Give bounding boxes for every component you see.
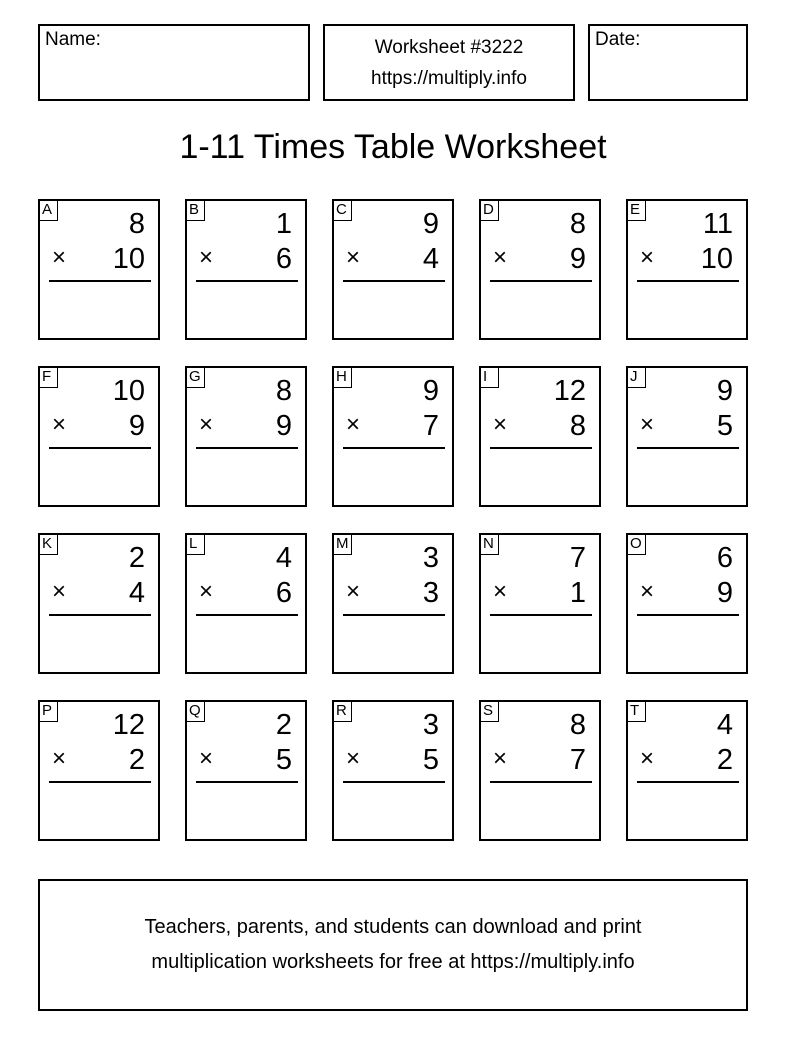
multiplicand: 3 <box>422 709 439 741</box>
multiplicand: 8 <box>128 208 145 240</box>
problem-box[interactable] <box>332 366 454 507</box>
multiply-sign: × <box>493 244 508 271</box>
multiply-sign: × <box>52 411 67 438</box>
problem-label: N <box>479 533 499 555</box>
problem-box[interactable] <box>626 199 748 340</box>
date-field-box[interactable] <box>588 24 748 101</box>
problem-label: K <box>38 533 58 555</box>
multiply-sign: × <box>640 244 655 271</box>
answer-line <box>49 781 151 783</box>
multiply-sign: × <box>493 578 508 605</box>
problem-label: Q <box>185 700 205 722</box>
multiplier: 3 <box>422 577 439 609</box>
problem-label: L <box>185 533 205 555</box>
answer-line <box>196 614 298 616</box>
problem-label: T <box>626 700 646 722</box>
multiplicand: 12 <box>112 709 145 741</box>
problem-label: O <box>626 533 646 555</box>
multiplicand: 8 <box>275 375 292 407</box>
multiplier: 5 <box>716 410 733 442</box>
answer-line <box>343 447 445 449</box>
problem-label: I <box>479 366 499 388</box>
multiplier: 6 <box>275 243 292 275</box>
multiplier: 6 <box>275 577 292 609</box>
multiplier: 4 <box>128 577 145 609</box>
multiplicand: 9 <box>716 375 733 407</box>
multiply-sign: × <box>199 745 214 772</box>
multiply-sign: × <box>640 578 655 605</box>
multiplicand: 9 <box>422 208 439 240</box>
multiply-sign: × <box>640 411 655 438</box>
problem-box[interactable] <box>332 533 454 674</box>
multiplier: 9 <box>569 243 586 275</box>
multiplicand: 2 <box>128 542 145 574</box>
multiply-sign: × <box>199 578 214 605</box>
answer-line <box>196 447 298 449</box>
footer-line-2: multiplication worksheets for free at https://multiply.info <box>151 951 635 973</box>
multiply-sign: × <box>493 745 508 772</box>
answer-line <box>49 614 151 616</box>
answer-line <box>637 280 739 282</box>
problem-box[interactable] <box>626 533 748 674</box>
multiplicand: 2 <box>275 709 292 741</box>
multiply-sign: × <box>52 578 67 605</box>
problem-label: B <box>185 199 205 221</box>
answer-line <box>490 781 592 783</box>
name-field-box[interactable] <box>38 24 310 101</box>
problem-box[interactable] <box>332 199 454 340</box>
worksheet-info-box <box>323 24 575 101</box>
worksheet-number: Worksheet #3222 <box>374 37 524 58</box>
multiplier: 5 <box>275 744 292 776</box>
multiplier: 7 <box>422 410 439 442</box>
multiplier: 10 <box>700 243 733 275</box>
multiply-sign: × <box>199 411 214 438</box>
problem-box[interactable] <box>332 700 454 841</box>
problem-label: H <box>332 366 352 388</box>
problem-label: E <box>626 199 646 221</box>
problem-box[interactable] <box>626 700 748 841</box>
problem-label: A <box>38 199 58 221</box>
problem-box[interactable] <box>38 366 160 507</box>
multiplicand: 10 <box>112 375 145 407</box>
multiplicand: 3 <box>422 542 439 574</box>
problem-box[interactable] <box>479 533 601 674</box>
problem-label: D <box>479 199 499 221</box>
problem-box[interactable] <box>479 199 601 340</box>
multiplier: 7 <box>569 744 586 776</box>
problem-label: S <box>479 700 499 722</box>
answer-line <box>343 614 445 616</box>
name-label: Name: <box>45 29 101 50</box>
answer-line <box>343 781 445 783</box>
multiplier: 2 <box>716 744 733 776</box>
answer-line <box>490 280 592 282</box>
multiply-sign: × <box>493 411 508 438</box>
multiplier: 2 <box>128 744 145 776</box>
multiplicand: 8 <box>569 208 586 240</box>
multiplicand: 4 <box>716 709 733 741</box>
problem-label: R <box>332 700 352 722</box>
multiplicand: 6 <box>716 542 733 574</box>
multiplicand: 7 <box>569 542 586 574</box>
date-label: Date: <box>595 29 641 50</box>
multiplier: 5 <box>422 744 439 776</box>
multiply-sign: × <box>52 244 67 271</box>
problem-box[interactable] <box>38 533 160 674</box>
multiply-sign: × <box>346 745 361 772</box>
multiply-sign: × <box>52 745 67 772</box>
multiplier: 9 <box>128 410 145 442</box>
multiplicand: 8 <box>569 709 586 741</box>
problem-box[interactable] <box>479 366 601 507</box>
problem-label: G <box>185 366 205 388</box>
page-title: 1-11 Times Table Worksheet <box>179 128 607 166</box>
multiplicand: 11 <box>702 208 733 240</box>
problem-box[interactable] <box>38 199 160 340</box>
multiplicand: 12 <box>553 375 586 407</box>
multiplier: 8 <box>569 410 586 442</box>
answer-line <box>490 614 592 616</box>
worksheet-url: https://multiply.info <box>371 68 527 89</box>
answer-line <box>49 280 151 282</box>
multiply-sign: × <box>346 244 361 271</box>
problem-box[interactable] <box>185 533 307 674</box>
problem-label: J <box>626 366 646 388</box>
multiply-sign: × <box>346 411 361 438</box>
problem-label: M <box>332 533 352 555</box>
answer-line <box>196 280 298 282</box>
answer-line <box>637 614 739 616</box>
answer-line <box>637 781 739 783</box>
answer-line <box>343 280 445 282</box>
problem-box[interactable] <box>479 700 601 841</box>
multiplier: 4 <box>422 243 439 275</box>
multiply-sign: × <box>346 578 361 605</box>
answer-line <box>196 781 298 783</box>
multiply-sign: × <box>199 244 214 271</box>
problem-box[interactable] <box>626 366 748 507</box>
problem-box[interactable] <box>38 700 160 841</box>
problem-label: P <box>38 700 58 722</box>
multiplier: 9 <box>275 410 292 442</box>
problem-box[interactable] <box>185 199 307 340</box>
footer-box <box>38 879 748 1011</box>
multiplicand: 4 <box>275 542 292 574</box>
multiplicand: 1 <box>275 208 292 240</box>
multiplier: 9 <box>716 577 733 609</box>
answer-line <box>49 447 151 449</box>
answer-line <box>637 447 739 449</box>
problem-label: C <box>332 199 352 221</box>
problem-box[interactable] <box>185 700 307 841</box>
multiply-sign: × <box>640 745 655 772</box>
footer-line-1: Teachers, parents, and students can download and print <box>144 916 642 938</box>
multiplicand: 9 <box>422 375 439 407</box>
multiplier: 1 <box>569 577 586 609</box>
problem-box[interactable] <box>185 366 307 507</box>
multiplier: 10 <box>112 243 145 275</box>
problem-label: F <box>38 366 58 388</box>
answer-line <box>490 447 592 449</box>
